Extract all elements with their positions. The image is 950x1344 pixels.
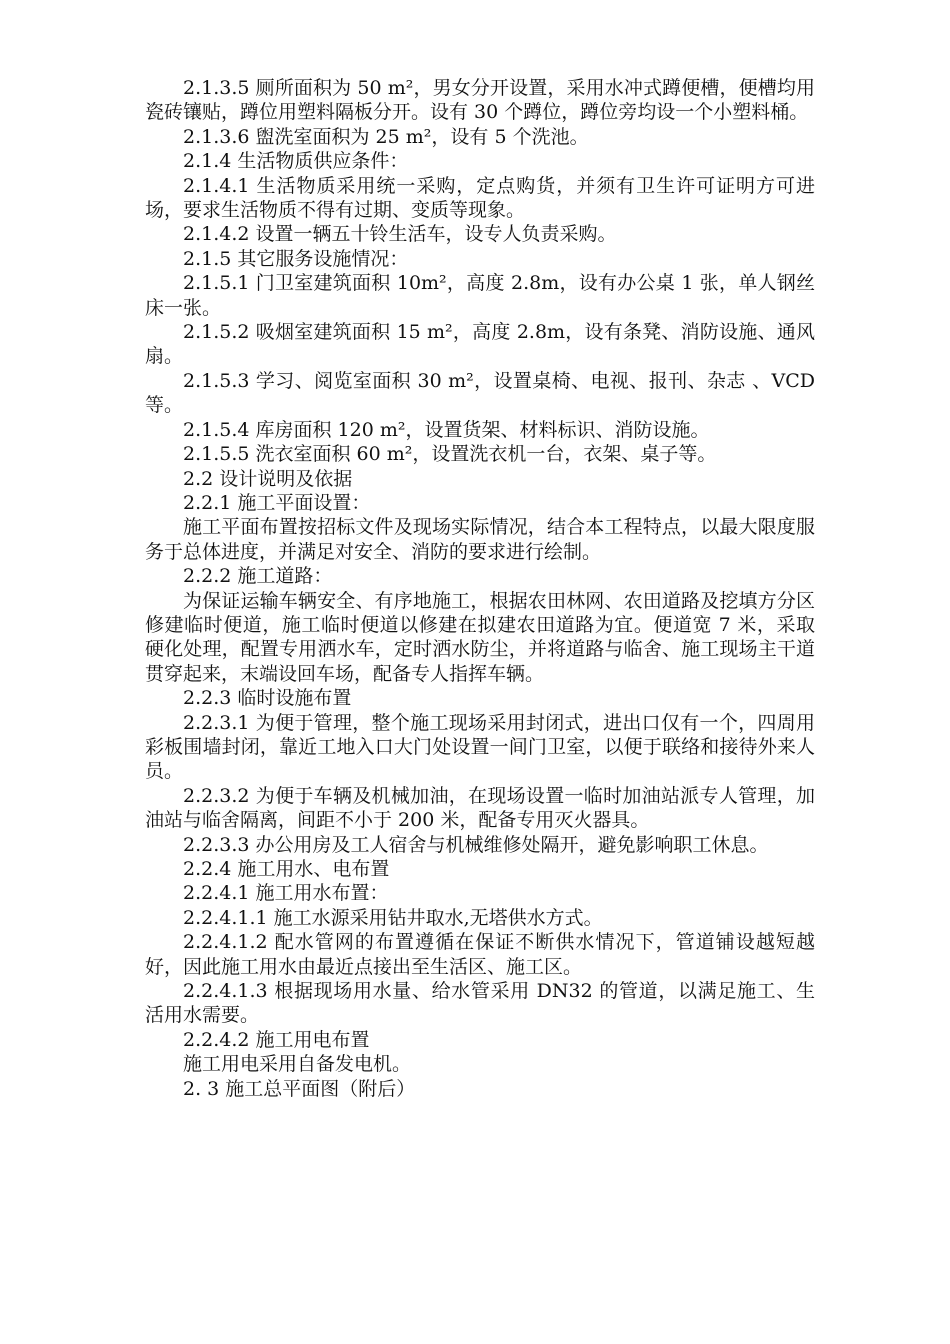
paragraph-2-1-3-5: 2.1.3.5 厕所面积为 50 m²，男女分开设置，采用水冲式蹲便槽，便槽均用瓷砖镶贴，蹲位用塑料隔板分开。设有 30 个蹲位，蹲位旁均设一个小塑料桶。: [145, 77, 815, 124]
heading-2-1-4: 2.1.4 生活物质供应条件：: [183, 150, 409, 173]
heading-2-2-4: 2.2.4 施工用水、电布置: [183, 858, 390, 880]
paragraph-2-2-4-1-3: 2.2.4.1.3 根据现场用水量、给水管采用 DN32 的管道，以满足施工、生活用水需要。: [145, 980, 815, 1027]
paragraph-2-1-5-4: 2.1.5.4 库房面积 120 m²，设置货架、材料标识、消防设施。: [183, 418, 710, 441]
paragraph-2-1-4-1: 2.1.4.1 生活物质采用统一采购，定点购货，并须有卫生许可证明方可进场，要求生活物质不得有过期、变质等现象。: [145, 174, 815, 222]
heading-2-2-1: 2.2.1 施工平面设置：: [183, 491, 371, 514]
heading-2-2: 2.2 设计说明及依据: [183, 467, 353, 490]
paragraph-2-2-4-1-2: 2.2.4.1.2 配水管网的布置遵循在保证不断供水情况下，管道铺设越短越好，因此施工用水由最近点接出至生活区、施工区。: [145, 931, 815, 978]
paragraph-2-1-5-2: 2.1.5.2 吸烟室建筑面积 15 m²，高度 2.8m，设有条凳、消防设施、通风扇。: [145, 321, 815, 368]
paragraph-2-2-2-body: 为保证运输车辆安全、有序地施工，根据农田林网、农田道路及挖填方分区修建临时便道，施工临时便道以修建在拟建农田道路为宜。便道宽 7 米，采取硬化处理，配置专用洒水车，定时洒水防尘，并将道路与临舍、施工现场主干道贯穿起来，末端设回车场，配备专人指挥车辆。: [145, 589, 815, 685]
paragraph-2-2-3-3: 2.2.3.3 办公用房及工人宿舍与机械维修处隔开，避免影响职工休息。: [183, 833, 769, 856]
heading-2-2-4-2: 2.2.4.2 施工用电布置: [183, 1028, 370, 1051]
heading-2-2-4-1: 2.2.4.1 施工用水布置：: [183, 882, 389, 905]
paragraph-2-2-3-2: 2.2.3.2 为便于车辆及机械加油，在现场设置一临时加油站派专人管理，加油站与临舍隔离，间距不小于 200 米，配备专用灭火器具。: [145, 784, 815, 832]
heading-2-1-5: 2.1.5 其它服务设施情况：: [183, 247, 409, 270]
paragraph-2-2-4-1-1: 2.2.4.1.1 施工水源采用钻井取水,无塔供水方式。: [183, 906, 603, 929]
paragraph-2-1-5-5: 2.1.5.5 洗衣室面积 60 m²，设置洗衣机一台，衣架、桌子等。: [183, 443, 717, 466]
paragraph-2-1-5-1: 2.1.5.1 门卫室建筑面积 10m²，高度 2.8m，设有办公桌 1 张，单人钢丝床一张。: [145, 272, 815, 319]
paragraph-2-2-3-1: 2.2.3.1 为便于管理，整个施工现场采用封闭式，进出口仅有一个，四周用彩板围墙封闭，靠近工地入口大门处设置一间门卫室，以便于联络和接待外来人员。: [145, 711, 815, 783]
heading-2-3: 2. 3 施工总平面图（附后）: [183, 1077, 416, 1100]
heading-2-2-3: 2.2.3 临时设施布置: [183, 687, 352, 710]
paragraph-2-2-1-body: 施工平面布置按招标文件及现场实际情况，结合本工程特点，以最大限度服务于总体进度，并满足对安全、消防的要求进行绘制。: [145, 516, 815, 563]
document-page: [145, 76, 815, 1101]
heading-2-2-2: 2.2.2 施工道路：: [183, 565, 333, 588]
paragraph-2-1-5-3: 2.1.5.3 学习、阅览室面积 30 m²，设置桌椅、电视、报刊、杂志 、VCD 等。: [145, 369, 815, 417]
paragraph-2-1-3-6: 2.1.3.6 盥洗室面积为 25 m²，设有 5 个洗池。: [183, 125, 589, 148]
paragraph-2-1-4-2: 2.1.4.2 设置一辆五十铃生活车，设专人负责采购。: [183, 223, 617, 246]
paragraph-2-2-4-2-body: 施工用电采用自备发电机。: [183, 1053, 412, 1076]
